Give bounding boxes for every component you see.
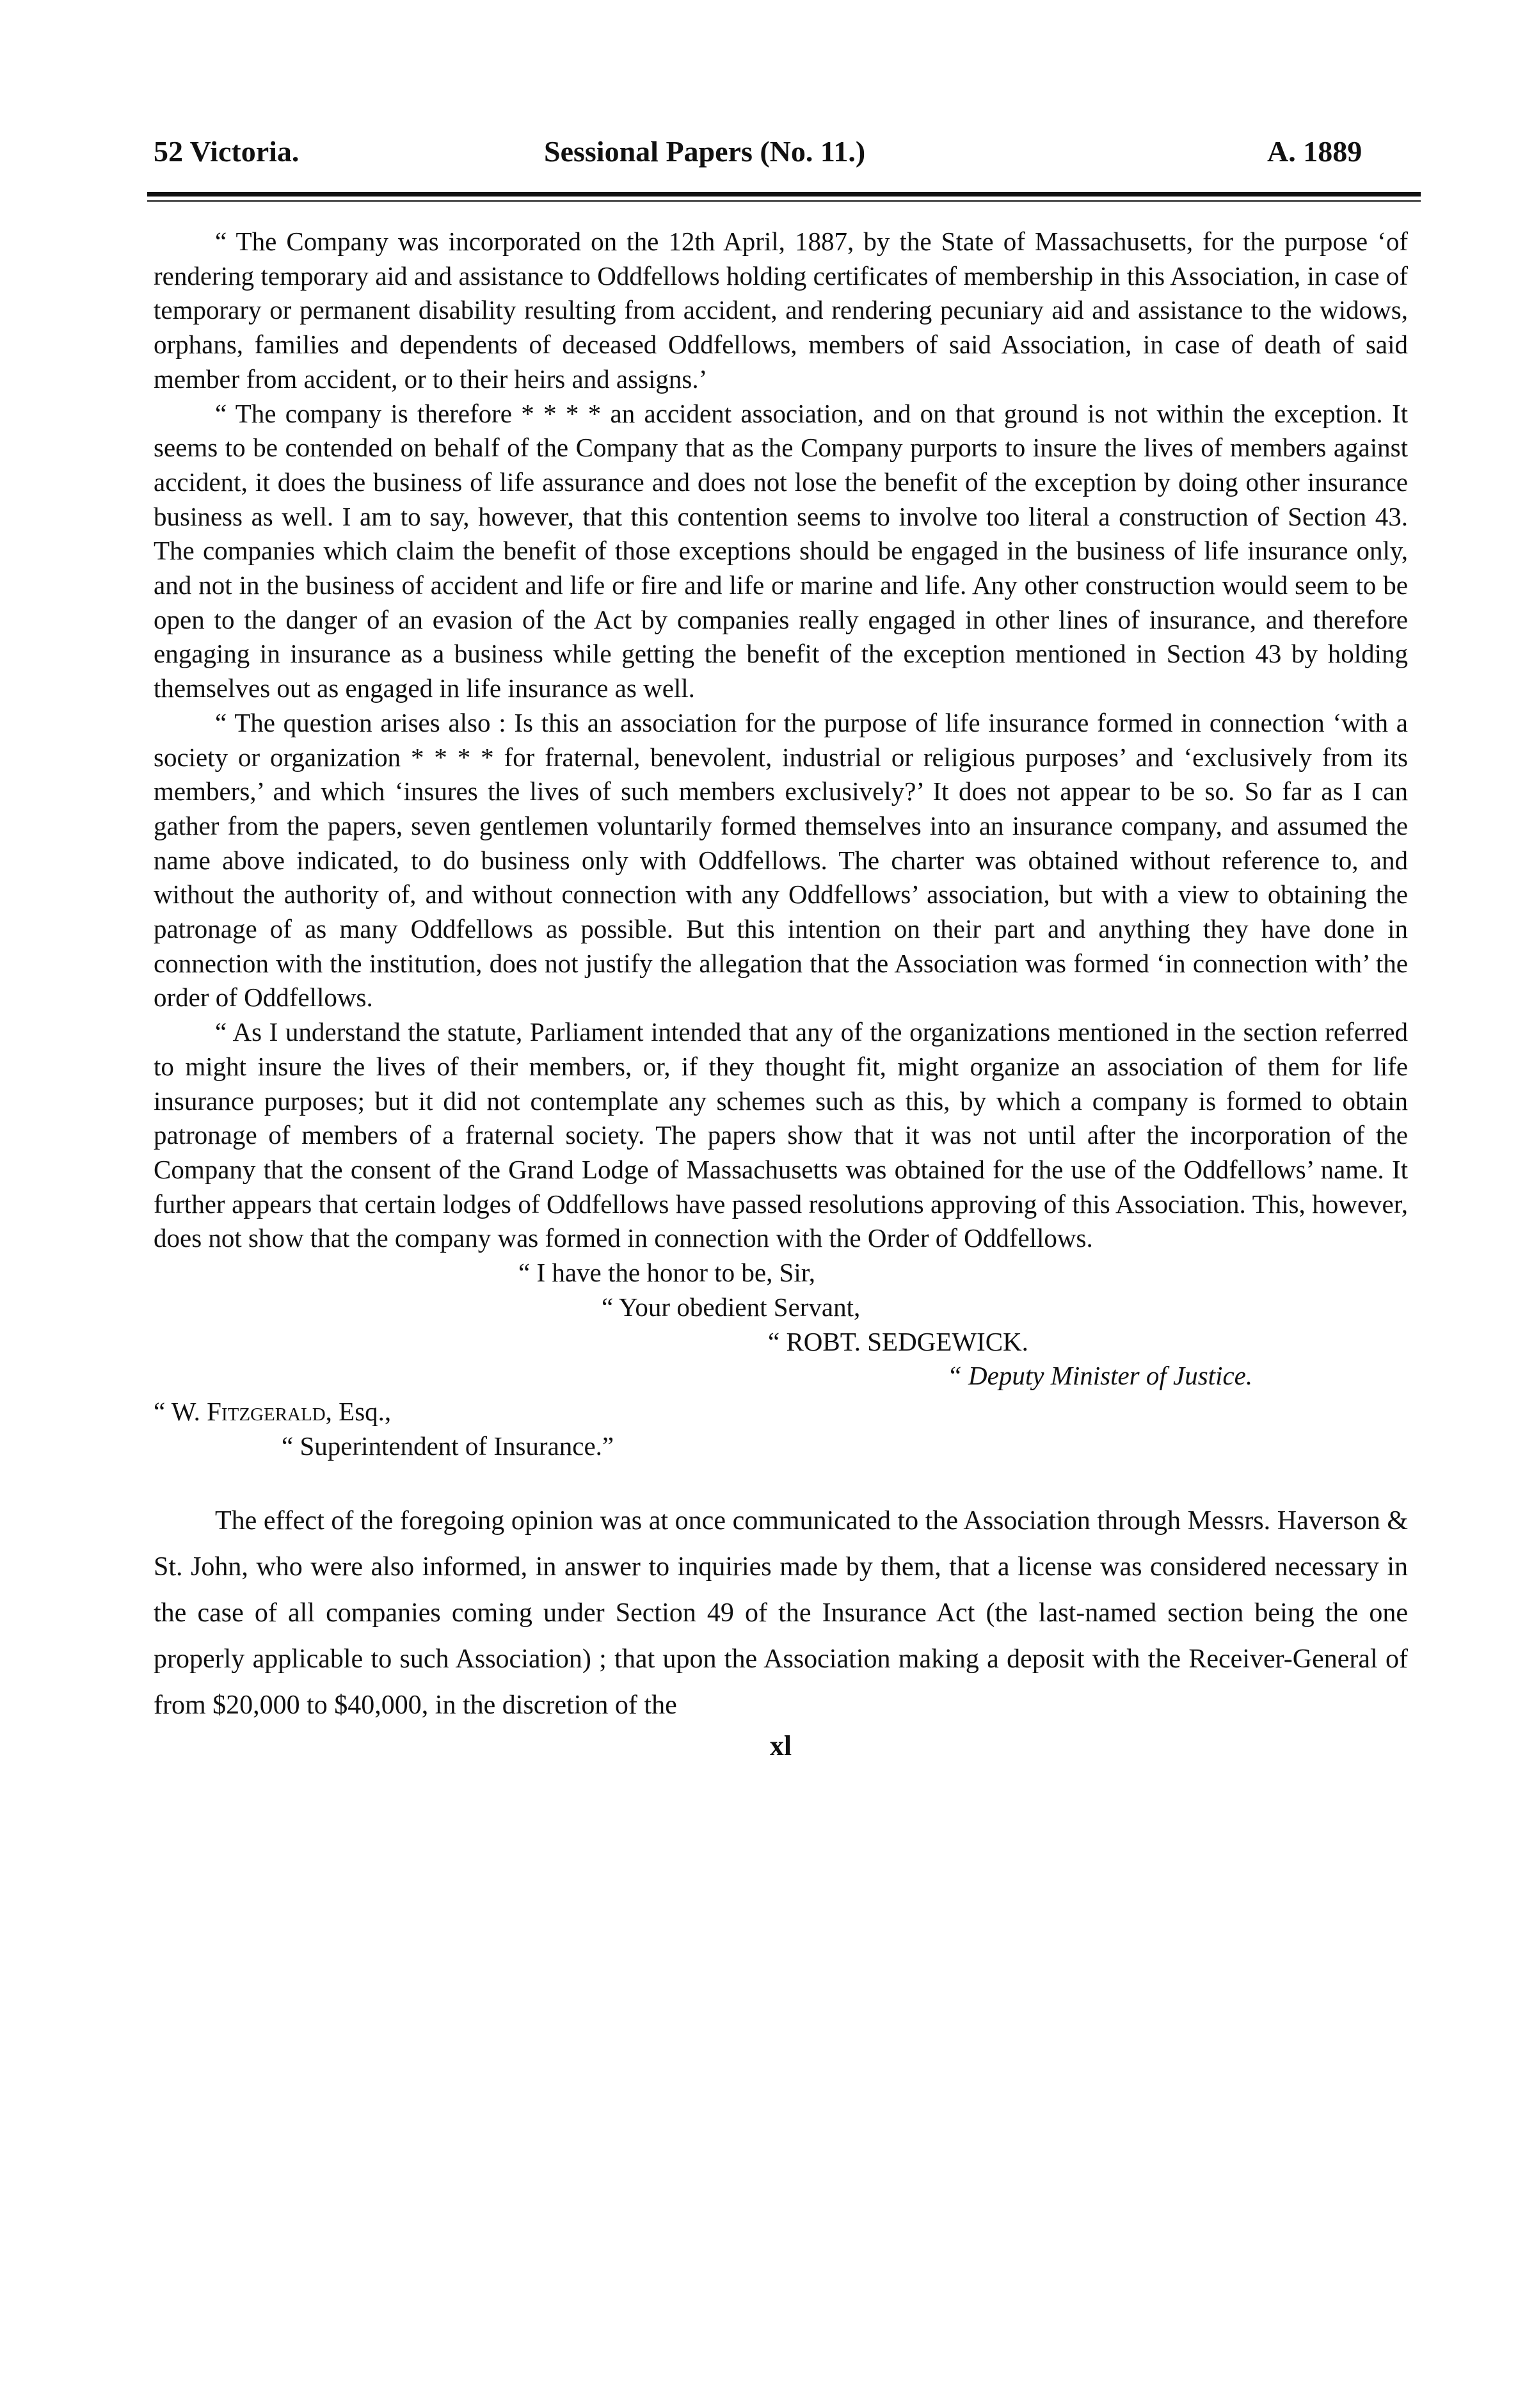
letter-closing — [154, 1256, 1408, 1393]
letter-addressee — [154, 1395, 1408, 1463]
header-year: A. 1889 — [1267, 135, 1362, 168]
addressee-suffix: , Esq., — [325, 1396, 392, 1426]
addressee-prefix: “ W. — [154, 1396, 207, 1426]
header-title: Sessional Papers (No. 11.) — [544, 135, 866, 168]
closing-honor-line: “ I have the honor to be, Sir, — [518, 1258, 816, 1288]
header-rule-thin — [147, 200, 1421, 202]
header-session: 52 Victoria. — [154, 135, 300, 168]
paragraph-incorporation: “ The Company was incorporated on the 12th April, 1887, by the State of Massachusetts, for the purpose ‘of rendering temporary aid and assistance to Oddfellows holding certificates of membership in this Association, in case of temporary or permanent disability resulting from accident, and rendering pecuniary aid and assistance to the widows, orphans, families and dependents of deceased Oddfellows, members of said Association, in case of death of said member from accident, or to their heirs and assigns.’ — [154, 227, 1408, 394]
addressee-name-line — [154, 1395, 1408, 1429]
closing-signature: “ ROBT. SEDGEWICK. — [768, 1326, 1028, 1356]
closing-servant-line: “ Your obedient Servant, — [602, 1292, 861, 1322]
page-number: xl — [769, 1730, 792, 1762]
paragraph-question: “ The question arises also : Is this an association for the purpose of life insurance formed in connection ‘with a society or organization * * * * for fraternal, benevolent, industrial or religious purposes’ and ‘exclusively from its members,’ and which ‘insures the lives of such members exclusively?’ It does not appear to be so. So far as I can gather from the papers, seven gentlemen voluntarily formed themselves into an insurance company, and assumed the name above indicated, to do business only with Oddfellows. The charter was obtained without reference to, and without the authority of, and without connection with any Oddfellows’ association, but with a view to obtaining the patronage of as many Oddfellows as possible. But this intention on their part and anything they have done in connection with the institution, does not justify the allegation that the Association was formed ‘in connection with’ the order of Oddfellows. — [154, 707, 1408, 1013]
page-header — [154, 122, 1408, 186]
header-rule-thick — [147, 192, 1421, 197]
closing-title: “ Deputy Minister of Justice. — [947, 1361, 1253, 1391]
report-continuation — [154, 1498, 1408, 1728]
addressee-title: “ Superintendent of Insurance.” — [282, 1431, 614, 1461]
quoted-opinion — [154, 225, 1408, 1256]
paragraph-exception: “ The company is therefore * * * * an accident association, and on that ground is not within the exception. It seems to be contended on behalf of the Company that as the Company purports to insure the lives of members against accident, it does the business of life assurance and does not lose the benefit of the exception by doing other insurance business as well. I am to say, however, that this contention seems to involve too literal a construction of Section 43. The companies which claim the benefit of those exceptions should be engaged in the business of life insurance only, and not in the business of accident and life or fire and life or marine and life. Any other construction would seem to be open to the danger of an evasion of the Act by companies really engaged in other lines of insurance, and therefore engaging in insurance as a business while getting the benefit of the exception mentioned in Section 43 by holding themselves out as engaged in life insurance as well. — [154, 398, 1408, 703]
document-page — [154, 122, 1408, 2324]
addressee-surname: Fitzgerald — [207, 1396, 326, 1426]
paragraph-statute: “ As I understand the statute, Parliament intended that any of the organizations mentioned in the section referred to might insure the lives of their members, or, if they thought fit, might organize an association of them for life insurance purposes; but it did not contemplate any schemes such as this, by which a company is formed to obtain patronage of members of a fraternal society. The papers show that it was not until after the incorporation of the Company that the consent of the Grand Lodge of Massachusetts was obtained for the use of the Oddfellows’ name. It further appears that certain lodges of Oddfellows have passed resolutions approving of this Association. This, however, does not show that the company was formed in connection with the Order of Oddfellows. — [154, 1017, 1408, 1253]
paragraph-communication: The effect of the foregoing opinion was at once communicated to the Association through Messrs. Haverson & St. John, who were also informed, in answer to inquiries made by them, that a license was considered necessary in the case of all companies coming under Section 49 of the Insurance Act (the last-named section being the one properly applicable to such Association) ; that upon the Association making a deposit with the Receiver-General of from $20,000 to $40,000, in the discretion of the — [154, 1506, 1408, 1721]
